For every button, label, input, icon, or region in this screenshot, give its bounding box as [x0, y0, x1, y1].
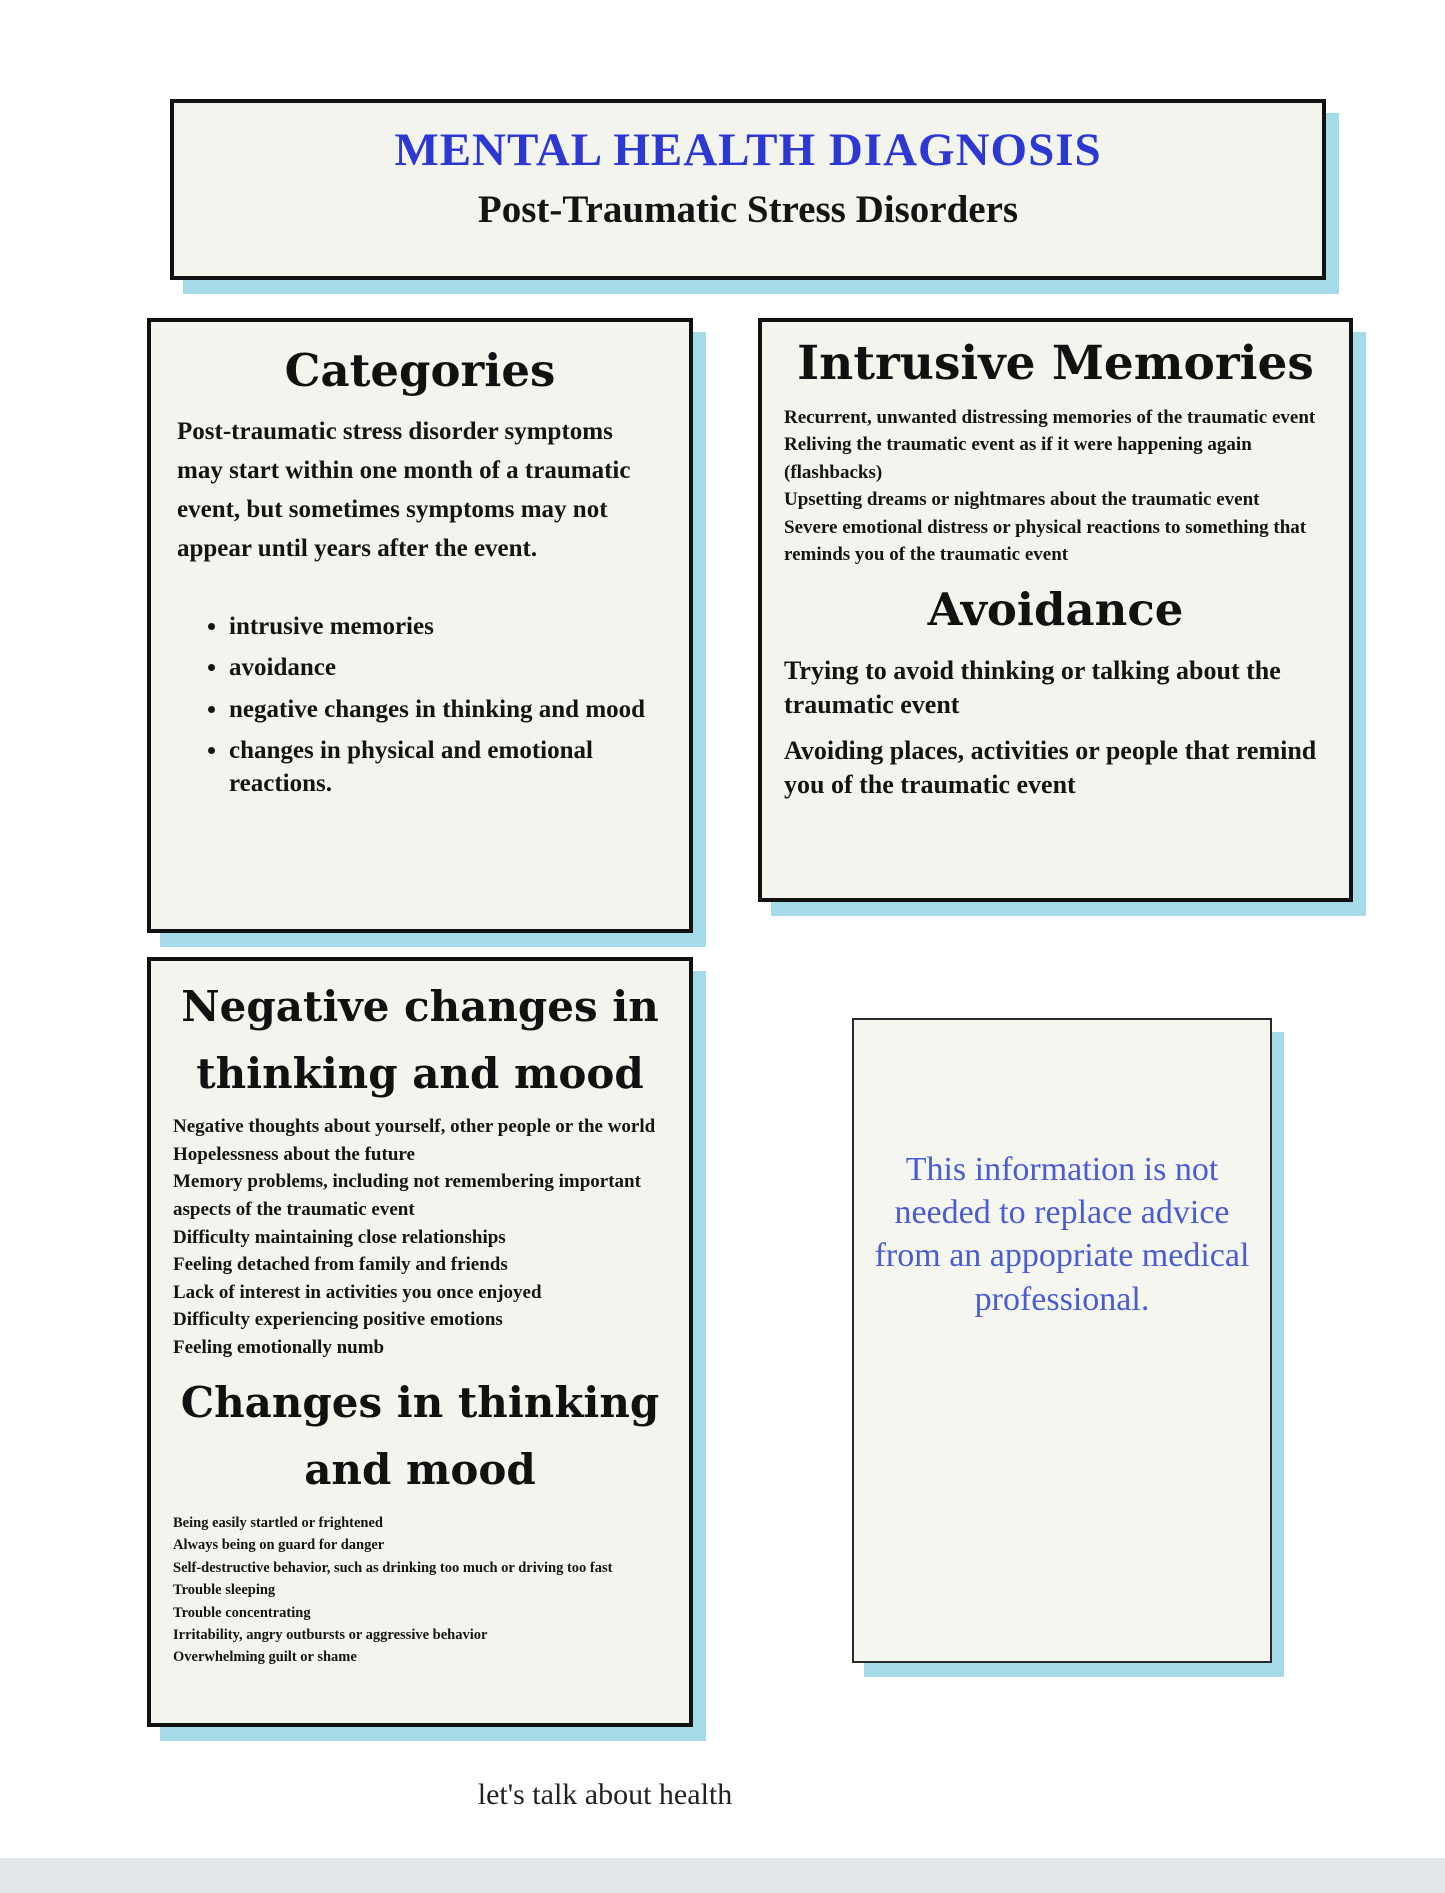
symptom-line: Negative thoughts about yourself, other people or the world [173, 1116, 656, 1138]
symptom-line: Difficulty maintaining close relationships [173, 1226, 506, 1248]
bullet-item: • avoidance [229, 652, 663, 685]
avoidance-list [784, 654, 1327, 801]
symptom-line: Trouble concentrating [173, 1604, 311, 1621]
symptom-line: Feeling emotionally numb [173, 1336, 385, 1358]
categories-intro-paragraph: Post-traumatic stress disorder symptoms may start within one month of a traumatic event, but sometimes symptoms may not appear until years after the event. [177, 417, 631, 563]
page-subtitle: Post-Traumatic Stress Disorders [477, 188, 1019, 231]
page-title: MENTAL HEALTH DIAGNOSIS [394, 124, 1102, 176]
negative-changes-heading: Negative changes in thinking and mood [181, 982, 659, 1099]
symptom-line: Overwhelming guilt or shame [173, 1649, 357, 1666]
symptom-line: Hopelessness about the future [173, 1143, 415, 1165]
categories-panel [147, 318, 693, 933]
symptom-line: Feeling detached from family and friends [173, 1254, 508, 1276]
categories-heading: Categories [284, 344, 556, 397]
symptom-line: Self-destructive behavior, such as drinking too much or driving too fast [173, 1559, 613, 1576]
intrusive-memories-heading: Intrusive Memories [797, 336, 1314, 391]
intrusive-memories-panel [758, 318, 1353, 902]
footer-bar [0, 1858, 1445, 1893]
disclaimer-text: This information is not needed to replace advice from an appopriate medical professional. [874, 1151, 1250, 1318]
symptom-line: Always being on guard for danger [173, 1537, 385, 1554]
symptom-line: Difficulty experiencing positive emotions [173, 1309, 503, 1331]
negative-changes-list [173, 1113, 667, 1361]
symptom-line: Reliving the traumatic event as if it were happening again (flashbacks) [784, 434, 1252, 483]
changes-in-thinking-list [173, 1512, 667, 1669]
symptom-line: Recurrent, unwanted distressing memories of the traumatic event [784, 406, 1316, 428]
symptom-line: Irritability, angry outbursts or aggressive behavior [173, 1627, 488, 1644]
intrusive-memories-list [784, 404, 1327, 569]
symptom-line: Trouble sleeping [173, 1582, 276, 1599]
bullet-item: • intrusive memories [229, 611, 663, 644]
symptom-line: Avoiding places, activities or people that remind you of the traumatic event [784, 736, 1317, 799]
disclaimer-panel [852, 1018, 1272, 1663]
footer-tagline: let's talk about health [477, 1778, 733, 1811]
symptom-line: Being easily startled or frightened [173, 1514, 383, 1531]
bullet-item: • changes in physical and emotional reactions. [229, 735, 663, 800]
bullet-item: • negative changes in thinking and mood [229, 694, 663, 727]
symptom-line: Severe emotional distress or physical reactions to something that reminds you of the traumatic event [784, 516, 1307, 566]
avoidance-heading: Avoidance [927, 582, 1184, 636]
symptom-line: Memory problems, including not remembering important aspects of the traumatic event [173, 1171, 641, 1221]
symptom-line: Trying to avoid thinking or talking about the traumatic event [784, 656, 1281, 720]
negative-changes-panel [147, 957, 693, 1727]
symptom-line: Upsetting dreams or nightmares about the traumatic event [784, 489, 1260, 511]
symptom-line: Lack of interest in activities you once enjoyed [173, 1281, 542, 1303]
categories-bullet-list [177, 611, 663, 801]
title-panel [170, 99, 1326, 280]
changes-in-thinking-heading: Changes in thinking and mood [180, 1378, 660, 1495]
